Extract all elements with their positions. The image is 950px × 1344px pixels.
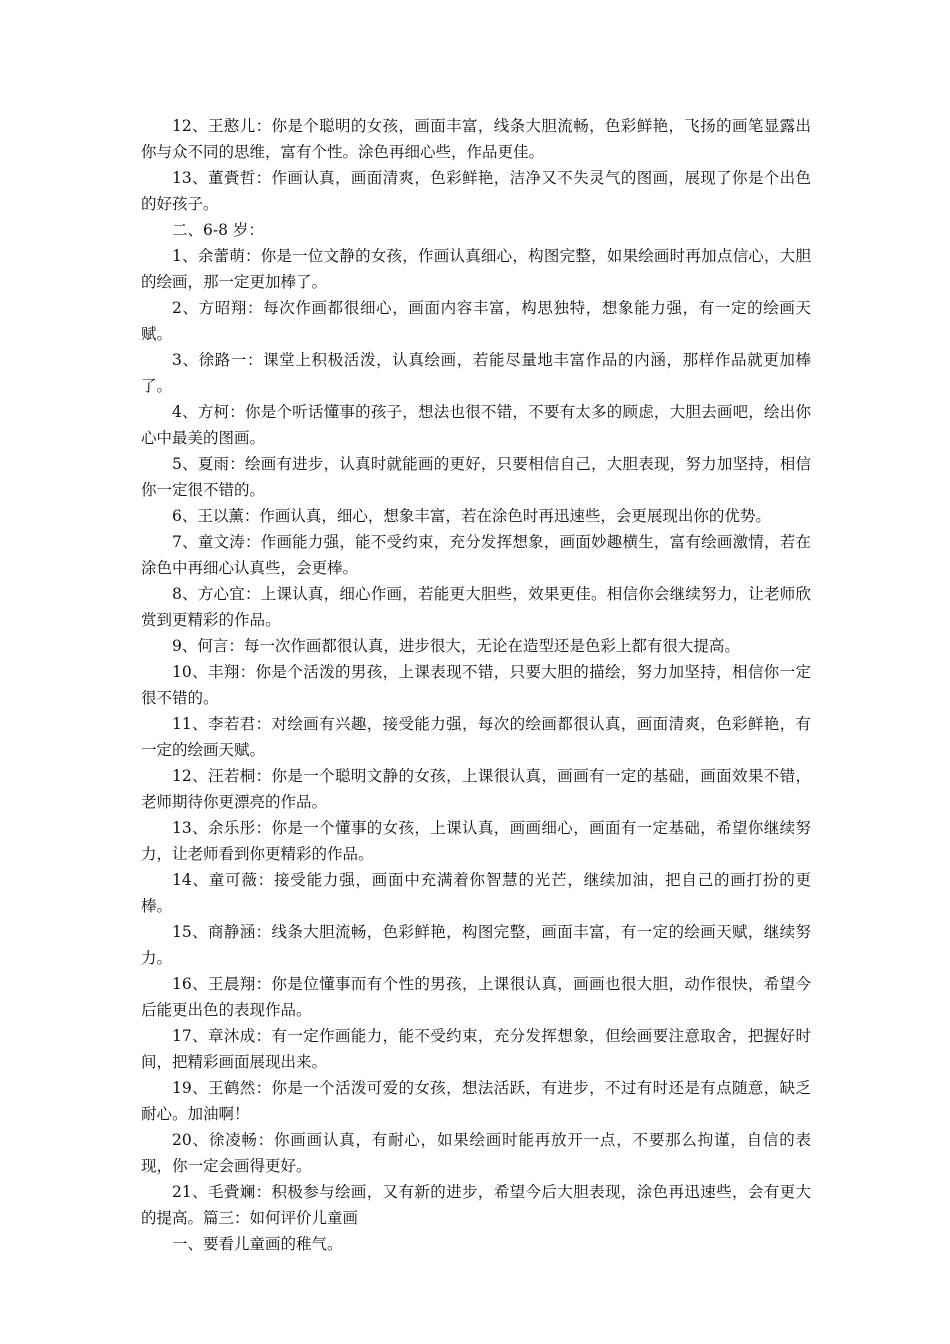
paragraph: 12、汪若桐：你是一个聪明文静的女孩，上课很认真，画画有一定的基础，画面效果不错，老师期待你更漂亮的作品。 bbox=[141, 767, 811, 811]
paragraph: 21、毛賫斓：积极参与绘画，又有新的进步，希望今后大胆表现，涂色再迅速些，会有更大的提高。篇三：如何评价儿童画 bbox=[141, 1183, 811, 1227]
paragraph: 6、王以薰：作画认真，细心，想象丰富，若在涂色时再迅速些，会更展现出你的优势。 bbox=[172, 507, 771, 525]
paragraph: 7、童文涛：作画能力强，能不受约束，充分发挥想象，画面妙趣横生，富有绘画激情，若在涂色中再细心认真些，会更棒。 bbox=[141, 533, 811, 577]
paragraph: 12、王憨儿：你是个聪明的女孩，画面丰富，线条大胆流畅，色彩鲜艳，飞扬的画笔显露出你与众不同的思维，富有个性。涂色再细心些，作品更佳。 bbox=[141, 117, 811, 161]
paragraph: 4、方柯：你是个听话懂事的孩子，想法也很不错，不要有太多的顾虑，大胆去画吧，绘出你心中最美的图画。 bbox=[141, 403, 811, 447]
paragraph: 10、丰翔：你是个活泼的男孩，上课表现不错，只要大胆的描绘，努力加坚持，相信你一定很不错的。 bbox=[141, 663, 811, 707]
section-heading: 二、6-8 岁： bbox=[172, 221, 264, 239]
paragraph: 8、方心宜：上课认真，细心作画，若能更大胆些，效果更佳。相信你会继续努力，让老师欣赏到更精彩的作品。 bbox=[141, 585, 811, 629]
paragraph: 14、童可薇：接受能力强，画面中充满着你智慧的光芒，继续加油，把自己的画打扮的更棒。 bbox=[141, 871, 811, 915]
paragraph: 17、章沐成：有一定作画能力，能不受约束，充分发挥想象，但绘画要注意取舍，把握好时间，把精彩画面展现出来。 bbox=[141, 1027, 811, 1071]
document-body bbox=[141, 113, 811, 1257]
paragraph: 15、商静涵：线条大胆流畅，色彩鲜艳，构图完整，画面丰富，有一定的绘画天赋，继续努力。 bbox=[141, 923, 811, 967]
paragraph: 5、夏雨：绘画有进步，认真时就能画的更好，只要相信自己，大胆表现，努力加坚持，相信你一定很不错的。 bbox=[141, 455, 811, 499]
paragraph: 16、王晨翔：你是位懂事而有个性的男孩，上课很认真，画画也很大胆，动作很快，希望今后能更出色的表现作品。 bbox=[141, 975, 811, 1019]
paragraph: 19、王鹤然：你是一个活泼可爱的女孩，想法活跃，有进步，不过有时还是有点随意，缺乏耐心。加油啊！ bbox=[141, 1079, 811, 1123]
paragraph: 20、徐凌畅：你画画认真，有耐心，如果绘画时能再放开一点，不要那么拘谨，自信的表现，你一定会画得更好。 bbox=[141, 1131, 811, 1175]
paragraph: 13、余乐彤：你是一个懂事的女孩，上课认真，画画细心，画面有一定基础，希望你继续努力，让老师看到你更精彩的作品。 bbox=[141, 819, 811, 863]
paragraph: 11、李若君：对绘画有兴趣，接受能力强，每次的绘画都很认真，画面清爽，色彩鲜艳，有一定的绘画天赋。 bbox=[141, 715, 811, 759]
paragraph: 2、方昭翔：每次作画都很细心，画面内容丰富，构思独特，想象能力强，有一定的绘画天赋。 bbox=[141, 299, 811, 343]
paragraph: 9、何言：每一次作画都很认真，进步很大，无论在造型还是色彩上都有很大提高。 bbox=[172, 637, 740, 655]
paragraph: 1、余蕾萌：你是一位文静的女孩，作画认真细心，构图完整，如果绘画时再加点信心，大胆的绘画，那一定更加棒了。 bbox=[141, 247, 811, 291]
paragraph: 13、董賫哲：作画认真，画面清爽，色彩鲜艳，洁净又不失灵气的图画，展现了你是个出色的好孩子。 bbox=[141, 169, 811, 213]
paragraph: 一、要看儿童画的稚气。 bbox=[172, 1235, 343, 1253]
paragraph: 3、徐路一：课堂上积极活泼，认真绘画，若能尽量地丰富作品的内涵，那样作品就更加棒了。 bbox=[141, 351, 811, 395]
